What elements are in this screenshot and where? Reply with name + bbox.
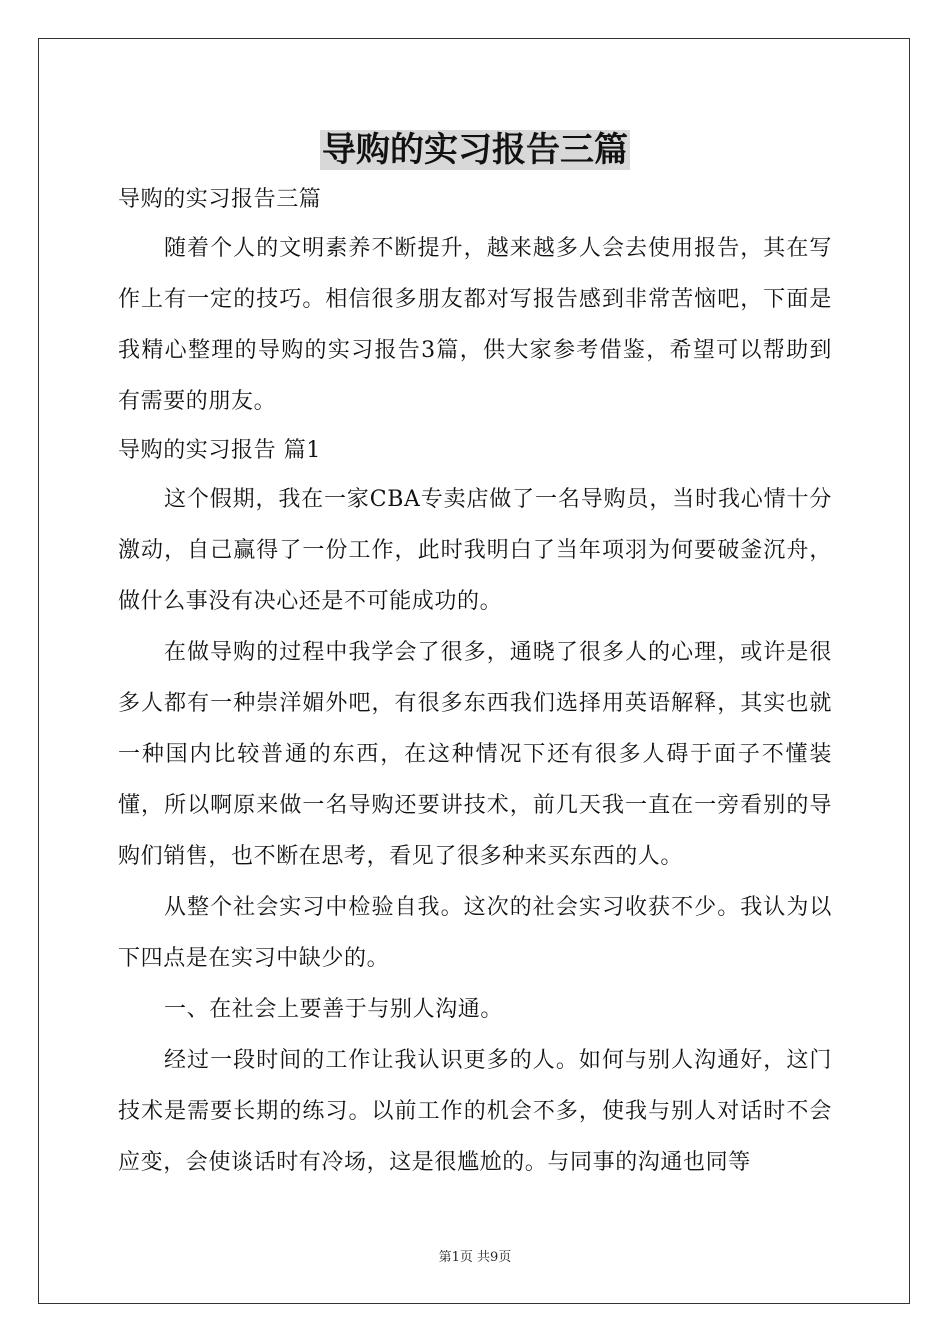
document-body	[118, 176, 832, 1188]
body-paragraph: 经过一段时间的工作让我认识更多的人。如何与别人沟通好，这门技术是需要长期的练习。以前工作的机会不多，使我与别人对话时不会应变，会使谈话时有冷场，这是很尴尬的。与同事的沟通也同等	[118, 1048, 832, 1175]
body-paragraph: 在做导购的过程中我学会了很多，通晓了很多人的心理，或许是很多人都有一种崇洋媚外吧，有很多东西我们选择用英语解释，其实也就一种国内比较普通的东西，在这种情况下还有很多人碍于面子不懂装懂，所以啊原来做一名导购还要讲技术，前几天我一直在一旁看别的导购们销售，也不断在思考，看见了很多种来买东西的人。	[118, 640, 832, 869]
section-heading-1: 导购的实习报告 篇1	[118, 438, 321, 463]
list-point-heading: 一、在社会上要善于与别人沟通。	[164, 997, 504, 1022]
body-paragraph: 这个假期，我在一家CBA专卖店做了一名导购员，当时我心情十分激动，自己赢得了一份工作，此时我明白了当年项羽为何要破釜沉舟，做什么事没有决心还是不可能成功的。	[118, 487, 832, 614]
intro-paragraph: 随着个人的文明素养不断提升，越来越多人会去使用报告，其在写作上有一定的技巧。相信很多朋友都对写报告感到非常苦恼吧，下面是我精心整理的导购的实习报告3篇，供大家参考借鉴，希望可以帮助到有需要的朋友。	[118, 236, 832, 414]
body-paragraph: 从整个社会实习中检验自我。这次的社会实习收获不少。我认为以下四点是在实习中缺少的。	[118, 895, 832, 971]
subtitle-heading: 导购的实习报告三篇	[118, 187, 322, 212]
document-title-text: 导购的实习报告三篇	[322, 130, 628, 170]
document-title	[0, 128, 950, 172]
page-footer: 第1页 共9页	[438, 1250, 512, 1265]
